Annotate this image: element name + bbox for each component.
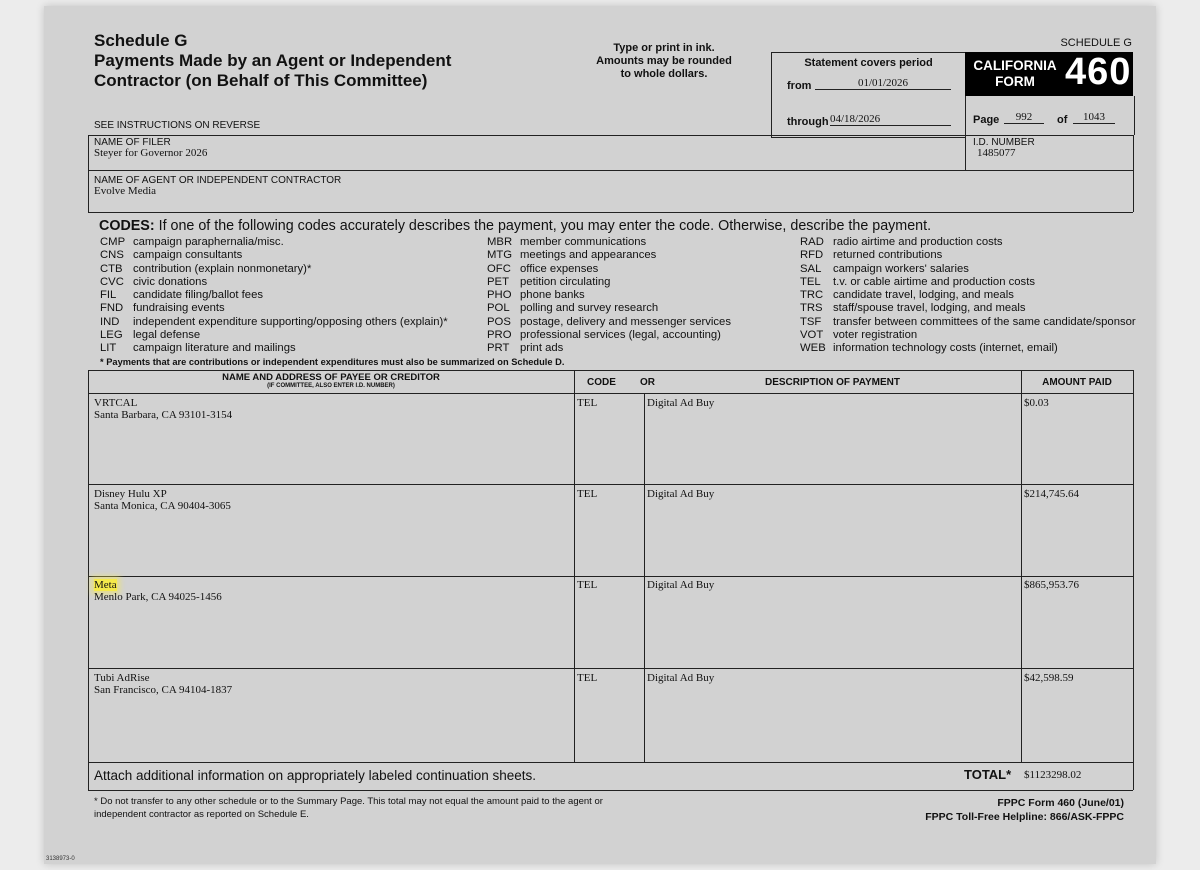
- filer-name: Steyer for Governor 2026: [94, 147, 208, 159]
- through-value: 04/18/2026: [830, 113, 951, 126]
- code-entry: [487, 276, 731, 289]
- code-abbrev: POS: [487, 315, 511, 328]
- code-abbrev: LEG: [100, 329, 123, 342]
- code-entry: [100, 342, 448, 355]
- through-label: through: [787, 116, 829, 128]
- schedule-tag: SCHEDULE G: [1060, 37, 1132, 49]
- form-label: FORM: [995, 74, 1035, 89]
- code-abbrev: PET: [487, 275, 509, 288]
- col-header-name-sub: (IF COMMITTEE, ALSO ENTER I.D. NUMBER): [267, 383, 395, 389]
- payee-address: San Francisco, CA 94104-1837: [94, 684, 233, 696]
- divider: [88, 370, 1133, 371]
- see-instructions: SEE INSTRUCTIONS ON REVERSE: [94, 120, 261, 131]
- divider: [88, 484, 1133, 485]
- code-description: independent expenditure supporting/opposing others (explain)*: [133, 315, 448, 328]
- divider: [574, 370, 575, 762]
- divider: [88, 790, 1133, 791]
- codes-footnote: * Payments that are contributions or independent expenditures must also be summarized on Schedule D.: [100, 357, 565, 367]
- code-entry: [100, 316, 448, 329]
- code-description: polling and survey research: [520, 302, 659, 315]
- code-entry: [487, 249, 731, 262]
- code-description: phone banks: [520, 289, 585, 302]
- divider: [88, 668, 1133, 669]
- page-number: 992: [1004, 111, 1044, 124]
- amount-paid: $42,598.59: [1024, 672, 1074, 684]
- code-entry: [800, 302, 1136, 315]
- code-abbrev: FND: [100, 302, 124, 315]
- code-entry: [800, 289, 1136, 302]
- divider: [88, 212, 1133, 213]
- divider: [88, 135, 1133, 136]
- divider: [644, 393, 645, 762]
- schedule-title: Schedule G: [94, 31, 188, 50]
- payment-code: TEL: [577, 579, 598, 591]
- col-header-name: NAME AND ADDRESS OF PAYEE OR CREDITOR: [222, 372, 440, 383]
- col-header-or: OR: [640, 377, 655, 388]
- fppc-info: [925, 796, 1124, 824]
- code-abbrev: RAD: [800, 236, 824, 248]
- code-entry: [100, 302, 448, 315]
- code-entry: [100, 289, 448, 302]
- code-description: professional services (legal, accounting): [520, 329, 721, 342]
- code-entry: [487, 329, 731, 342]
- agent-label: NAME OF AGENT OR INDEPENDENT CONTRACTOR: [94, 175, 342, 186]
- divider: [965, 135, 966, 170]
- code-description: campaign workers' salaries: [833, 262, 969, 275]
- code-description: t.v. or cable airtime and production costs: [833, 275, 1035, 288]
- codes-column-3: [800, 236, 1136, 356]
- code-description: campaign paraphernalia/misc.: [133, 236, 284, 248]
- codes-intro: If one of the following codes accurately describes the payment, you may enter the code. Otherwise, describe the payment.: [158, 218, 932, 234]
- code-description: postage, delivery and messenger services: [520, 315, 731, 328]
- title-line-2: Payments Made by an Agent or Independent: [94, 51, 452, 70]
- payee-name: [94, 579, 117, 591]
- code-abbrev: PHO: [487, 289, 512, 302]
- payment-description: Digital Ad Buy: [647, 672, 715, 684]
- codes-heading: CODES:: [99, 218, 155, 234]
- payee-name: VRTCAL: [94, 397, 138, 409]
- code-abbrev: MTG: [487, 249, 513, 262]
- divider: [88, 370, 89, 790]
- code-entry: [100, 249, 448, 262]
- code-entry: [487, 302, 731, 315]
- payment-code: TEL: [577, 672, 598, 684]
- payee-address: Santa Monica, CA 90404-3065: [94, 500, 231, 512]
- code-entry: [487, 236, 731, 249]
- code-description: print ads: [520, 342, 564, 355]
- ink-note: Type or print in ink. Amounts may be rounded to whole dollars.: [596, 42, 732, 80]
- code-entry: [800, 276, 1136, 289]
- code-abbrev: OFC: [487, 262, 511, 275]
- highlighted-payee: Meta: [94, 579, 117, 591]
- code-description: member communications: [520, 236, 647, 248]
- code-abbrev: CTB: [100, 262, 123, 275]
- payment-description: Digital Ad Buy: [647, 488, 715, 500]
- divider: [965, 170, 1133, 171]
- code-abbrev: FIL: [100, 289, 117, 302]
- code-entry: [100, 276, 448, 289]
- codes-intro-line: [99, 218, 931, 234]
- code-abbrev: TEL: [800, 275, 821, 288]
- code-entry: [487, 316, 731, 329]
- code-description: campaign literature and mailings: [133, 342, 296, 355]
- divider: [1021, 370, 1022, 762]
- code-abbrev: WEB: [800, 342, 826, 355]
- divider: [1133, 135, 1134, 212]
- code-abbrev: TRS: [800, 302, 823, 315]
- code-abbrev: LIT: [100, 342, 117, 355]
- payee-address: Menlo Park, CA 94025-1456: [94, 591, 222, 603]
- code-entry: [487, 342, 731, 355]
- payment-code: TEL: [577, 488, 598, 500]
- code-entry: [100, 329, 448, 342]
- code-abbrev: CNS: [100, 249, 124, 262]
- code-entry: [800, 249, 1136, 262]
- code-entry: [487, 289, 731, 302]
- payee-address: Santa Barbara, CA 93101-3154: [94, 409, 233, 421]
- code-abbrev: MBR: [487, 236, 513, 248]
- code-description: contribution (explain nonmonetary)*: [133, 262, 312, 275]
- period-label: Statement covers period: [804, 57, 933, 69]
- col-header-amount: AMOUNT PAID: [1042, 377, 1112, 388]
- code-entry: [800, 316, 1136, 329]
- code-description: legal defense: [133, 329, 201, 342]
- fppc-helpline: FPPC Toll-Free Helpline: 866/ASK-FPPC: [925, 811, 1124, 823]
- title-block: [94, 31, 451, 91]
- form-page: [44, 6, 1156, 864]
- payee-name: Disney Hulu XP: [94, 488, 167, 500]
- page-label: Page: [973, 114, 1000, 126]
- california-label: CALIFORNIA: [973, 58, 1057, 73]
- form-number: 460: [1065, 51, 1132, 93]
- code-abbrev: SAL: [800, 262, 822, 275]
- page-total: 1043: [1073, 111, 1115, 124]
- amount-paid: $0.03: [1024, 397, 1049, 409]
- col-header-description: DESCRIPTION OF PAYMENT: [764, 377, 900, 388]
- payment-description: Digital Ad Buy: [647, 579, 715, 591]
- code-description: candidate travel, lodging, and meals: [833, 289, 1014, 302]
- document-id: 3138973-0: [46, 856, 75, 862]
- code-entry: [100, 263, 448, 276]
- from-label: from: [787, 80, 812, 92]
- code-abbrev: VOT: [800, 329, 824, 342]
- code-description: radio airtime and production costs: [833, 236, 1003, 248]
- code-abbrev: TSF: [800, 315, 822, 328]
- divider: [88, 135, 89, 212]
- divider: [88, 393, 1133, 394]
- divider: [88, 762, 1133, 763]
- divider: [88, 576, 1133, 577]
- period-box: [771, 52, 966, 138]
- divider: [88, 170, 965, 171]
- payee-name: Tubi AdRise: [94, 672, 150, 684]
- code-abbrev: RFD: [800, 249, 824, 262]
- from-value: 01/01/2026: [815, 77, 951, 90]
- id-number-label: I.D. NUMBER: [973, 137, 1035, 148]
- code-entry: [487, 263, 731, 276]
- code-description: meetings and appearances: [520, 249, 657, 262]
- fppc-form: FPPC Form 460 (June/01): [997, 797, 1124, 809]
- code-abbrev: CVC: [100, 275, 124, 288]
- code-entry: [800, 236, 1136, 249]
- code-description: candidate filing/ballot fees: [133, 289, 264, 302]
- payment-description: Digital Ad Buy: [647, 397, 715, 409]
- payment-code: TEL: [577, 397, 598, 409]
- attach-note: Attach additional information on appropriately labeled continuation sheets.: [94, 768, 537, 783]
- code-description: petition circulating: [520, 275, 611, 288]
- code-entry: [800, 329, 1136, 342]
- codes-column-2: [487, 236, 731, 356]
- code-entry: [800, 263, 1136, 276]
- amount-paid: $214,745.64: [1024, 488, 1079, 500]
- code-entry: [100, 236, 448, 249]
- filer-name-label: NAME OF FILER: [94, 137, 171, 148]
- code-description: fundraising events: [133, 302, 225, 315]
- title-line-3: Contractor (on Behalf of This Committee): [94, 71, 428, 90]
- code-abbrev: PRO: [487, 329, 512, 342]
- page-box: [965, 96, 1135, 135]
- code-abbrev: CMP: [100, 236, 126, 248]
- of-label: of: [1057, 114, 1068, 126]
- code-description: staff/spouse travel, lodging, and meals: [833, 302, 1026, 315]
- total-value: $1123298.02: [1024, 769, 1082, 781]
- codes-column-1: [100, 236, 448, 356]
- code-description: transfer between committees of the same candidate/sponsor: [833, 315, 1136, 328]
- code-description: information technology costs (internet, email): [833, 342, 1058, 355]
- agent-name: Evolve Media: [94, 185, 157, 197]
- code-abbrev: TRC: [800, 289, 824, 302]
- col-header-code: CODE: [587, 377, 616, 388]
- id-number: 1485077: [977, 147, 1016, 159]
- code-abbrev: POL: [487, 302, 510, 315]
- form-460-box: [965, 52, 1133, 96]
- code-description: returned contributions: [833, 249, 943, 262]
- total-label: TOTAL*: [964, 767, 1012, 782]
- code-abbrev: PRT: [487, 342, 510, 355]
- transfer-note: * Do not transfer to any other schedule or to the Summary Page. This total may not equal the amount paid to the agent or independent contractor as reported on Schedule E.: [94, 796, 603, 820]
- code-description: office expenses: [520, 262, 599, 275]
- code-entry: [800, 342, 1136, 355]
- code-description: civic donations: [133, 275, 208, 288]
- code-abbrev: IND: [100, 315, 120, 328]
- divider: [1133, 370, 1134, 790]
- code-description: voter registration: [833, 329, 918, 342]
- code-description: campaign consultants: [133, 249, 243, 262]
- amount-paid: $865,953.76: [1024, 579, 1079, 591]
